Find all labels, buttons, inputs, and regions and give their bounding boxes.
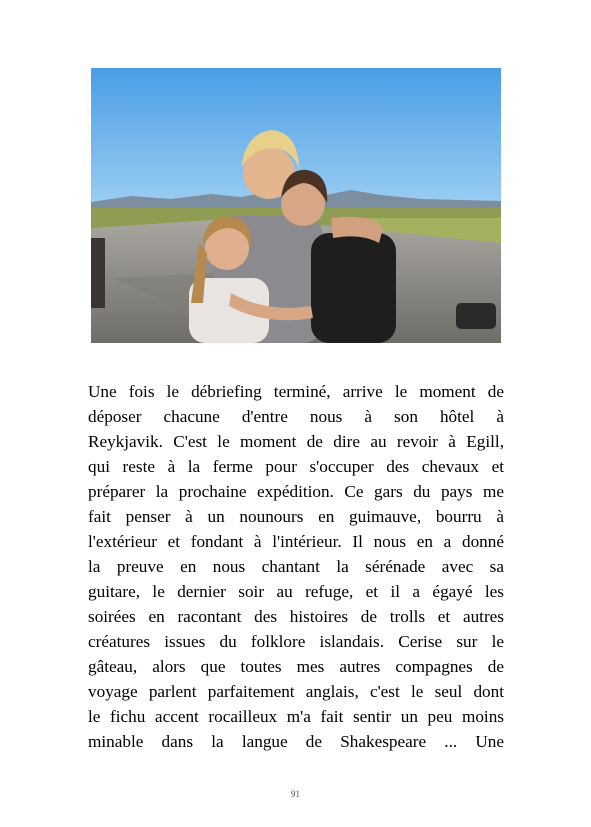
- text-line: qui reste à la ferme pour s'occuper des chevaux et: [88, 457, 504, 476]
- text-line: voyage parlent parfaitement anglais, c'est le seul dont: [88, 682, 504, 701]
- text-line: guitare, le dernier soir au refuge, et il a égayé les: [88, 582, 504, 601]
- text-line: Reykjavik. C'est le moment de dire au revoir à Egill,: [88, 432, 504, 451]
- body-text: [88, 379, 504, 754]
- text-line: gâteau, alors que toutes mes autres compagnes de: [88, 657, 504, 676]
- text-line: le fichu accent rocailleux m'a fait sentir un peu moins: [88, 707, 504, 726]
- text-line: déposer chacune d'entre nous à son hôtel à: [88, 407, 504, 426]
- text-line: la preuve en nous chantant la sérénade avec sa: [88, 557, 504, 576]
- text-line: créatures issues du folklore islandais. Cerise sur le: [88, 632, 504, 651]
- text-line: soirées en racontant des histoires de trolls et autres: [88, 607, 504, 626]
- text-line: Une fois le débriefing terminé, arrive le moment de: [88, 382, 504, 401]
- page-number: 91: [291, 789, 300, 799]
- photo-image: [91, 68, 501, 343]
- text-line: préparer la prochaine expédition. Ce gars du pays me: [88, 482, 504, 501]
- text-line: minable dans la langue de Shakespeare ... Une: [88, 732, 504, 751]
- text-line: fait penser à un nounours en guimauve, bourru à: [88, 507, 504, 526]
- text-line: l'extérieur et fondant à l'intérieur. Il nous en a donné: [88, 532, 504, 551]
